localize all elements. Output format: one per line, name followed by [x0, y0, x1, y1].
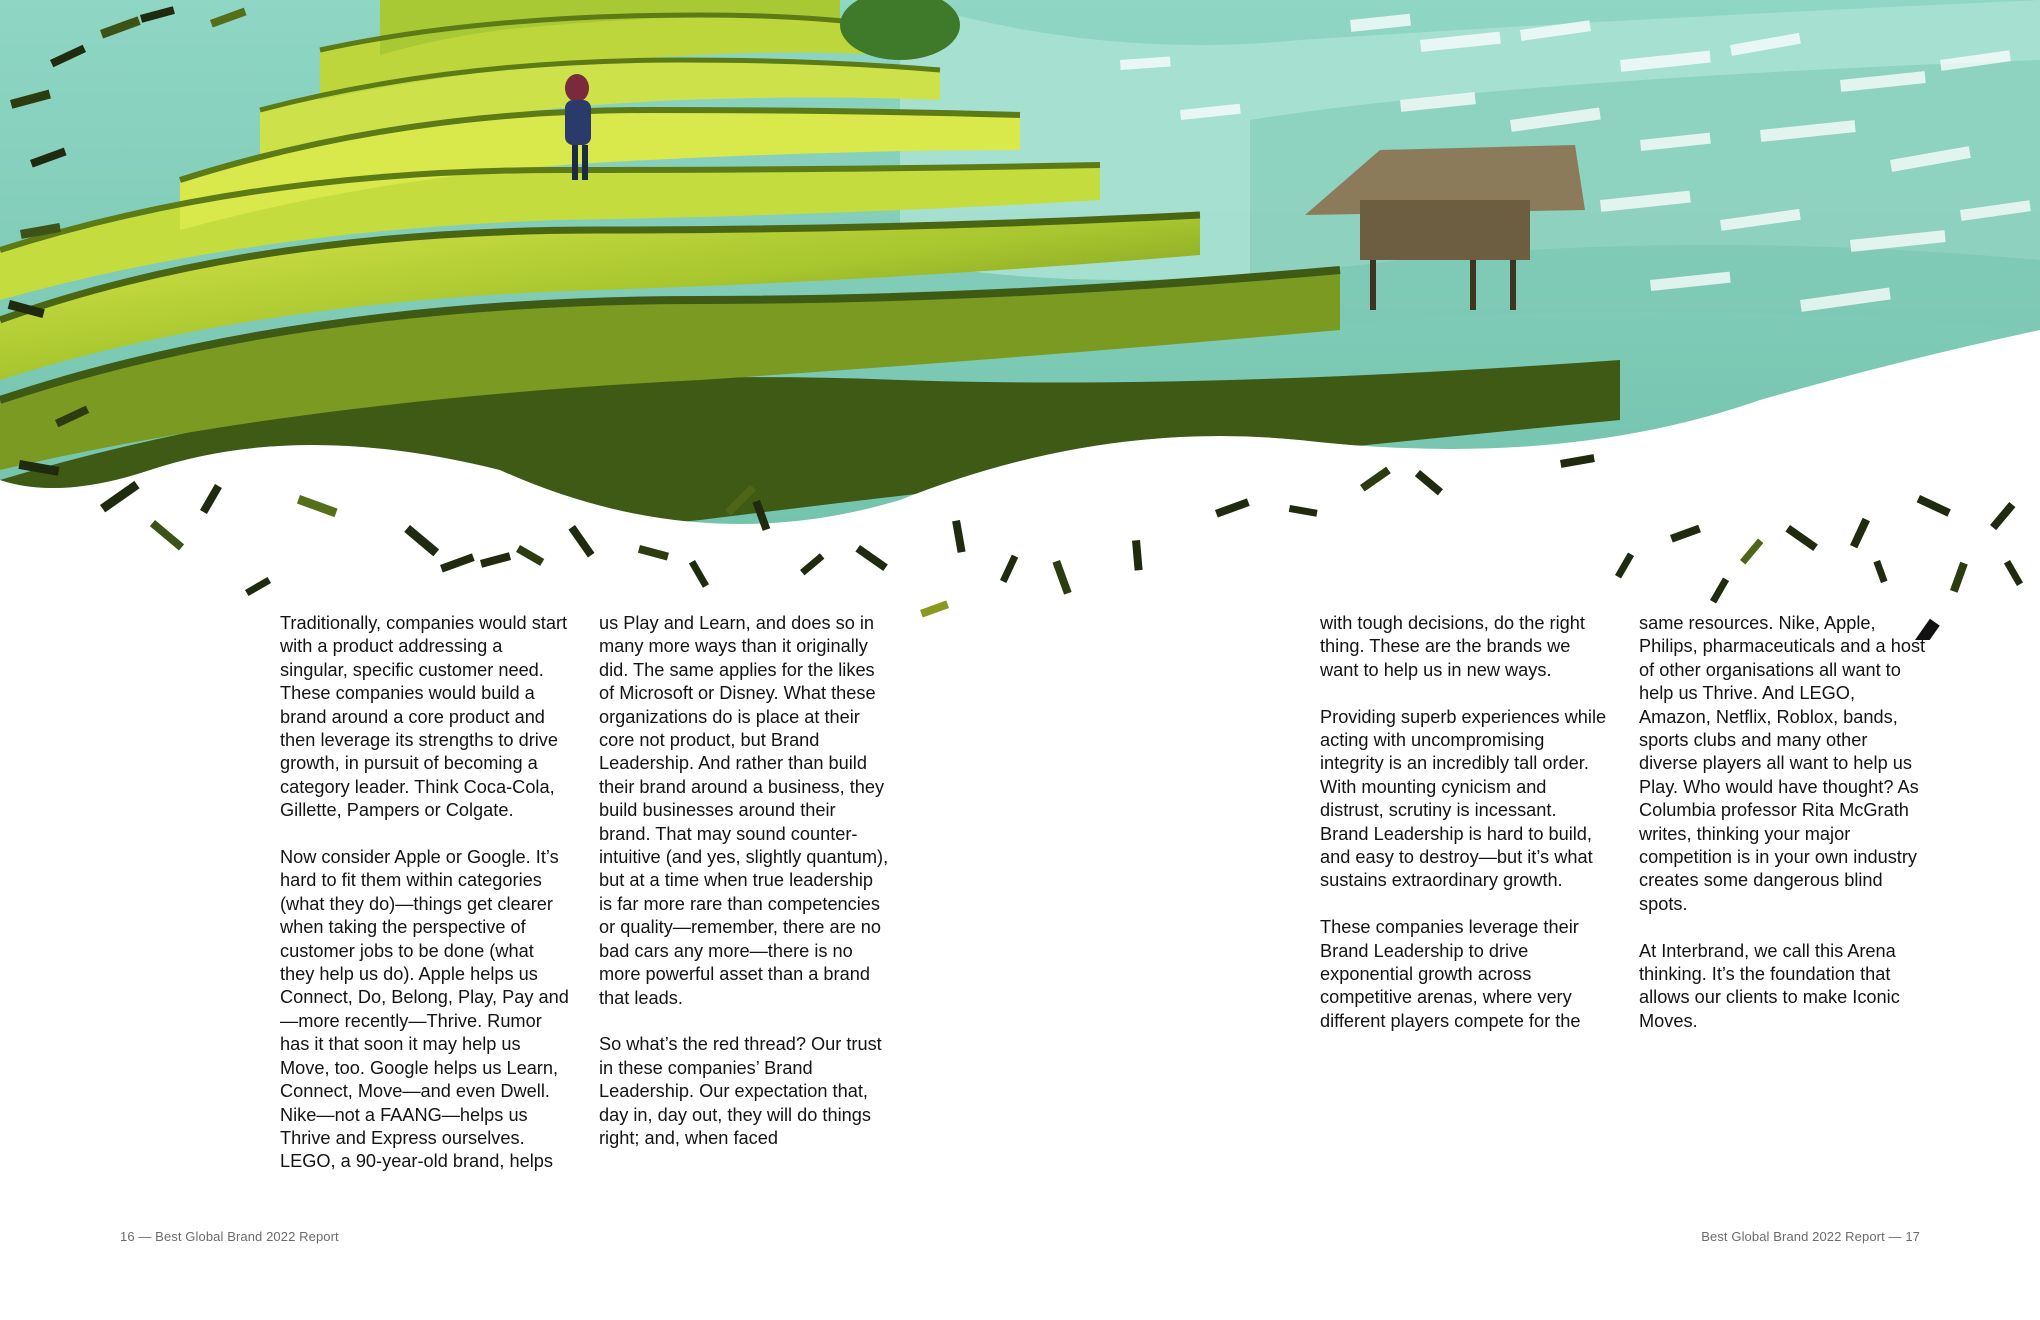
- paragraph: us Play and Learn, and does so in many more ways than it originally did. The same applies for the likes of Microsoft or Disney. What these organizations do is place at their core not product, but Brand Leadership. And rather than build their brand around a business, they build businesses around their brand. That may sound counter-intuitive (and yes, slightly quantum), but at a time when true leadership is far more rare than competencies or quality—remember, there are no bad cars any more—there is no more powerful asset than a brand that leads.: [599, 613, 889, 1008]
- paragraph: At Interbrand, we call this Arena thinking. It’s the foundation that allows our clients to make Iconic Moves.: [1639, 940, 1900, 1031]
- paragraph: Providing superb experiences while acting with uncompromising integrity is an incredibly tall order. With mounting cynicism and distrust, scrutiny is incessant. Brand Leadership is hard to build, and easy to destroy—but it’s what sustains extraordinary growth.: [1320, 706, 1607, 891]
- paragraph: Now consider Apple or Google. It’s hard to fit them within categories (what they do)—things get clearer when taking the perspective of customer jobs to be done (what they help us do). Apple helps us Connect, Do, Belong, Play, Pay and—more recently—Thrive. Rumor has it that soon it may help us Move, too. Google helps us Learn, Connect, Move—and even Dwell. Nike—not a FAANG—helps us Thrive and Express ourselves. LEGO, a 90-year-old brand, helps: [280, 847, 569, 1172]
- article-column-3: [1320, 612, 1610, 1057]
- article-column-1: [280, 612, 570, 1197]
- footer-page-label-right: Best Global Brand 2022 Report — 17: [1701, 1229, 1920, 1244]
- paragraph: These companies leverage their Brand Leadership to drive exponential growth across competitive arenas, where very different players compete for the: [1320, 917, 1581, 1031]
- paragraph: with tough decisions, do the right thing. These are the brands we want to help us in new ways.: [1320, 613, 1585, 680]
- footer-page-label-left: 16 — Best Global Brand 2022 Report: [120, 1229, 339, 1244]
- hero-photo-area: [0, 0, 2040, 640]
- paragraph: same resources. Nike, Apple, Philips, pharmaceuticals and a host of other organisations all want to help us Thrive. And LEGO, Amazon, Netflix, Roblox, bands, sports clubs and many other diverse players all want to help us Play. Who would have thought? As Columbia professor Rita McGrath writes, thinking your major competition is in your own industry creates some dangerous blind spots.: [1639, 613, 1926, 914]
- article-column-4: [1639, 612, 1929, 1057]
- hero-rice-terrace-image: [0, 0, 2040, 640]
- article-column-2: [599, 612, 889, 1174]
- paragraph: So what’s the red thread? Our trust in these companies’ Brand Leadership. Our expectation that, day in, day out, they will do things right; and, when faced: [599, 1034, 882, 1148]
- paragraph: Traditionally, companies would start with a product addressing a singular, specific customer need. These companies would build a brand around a core product and then leverage its strengths to drive growth, in pursuit of becoming a category leader. Think Coca-Cola, Gillette, Pampers or Colgate.: [280, 613, 568, 821]
